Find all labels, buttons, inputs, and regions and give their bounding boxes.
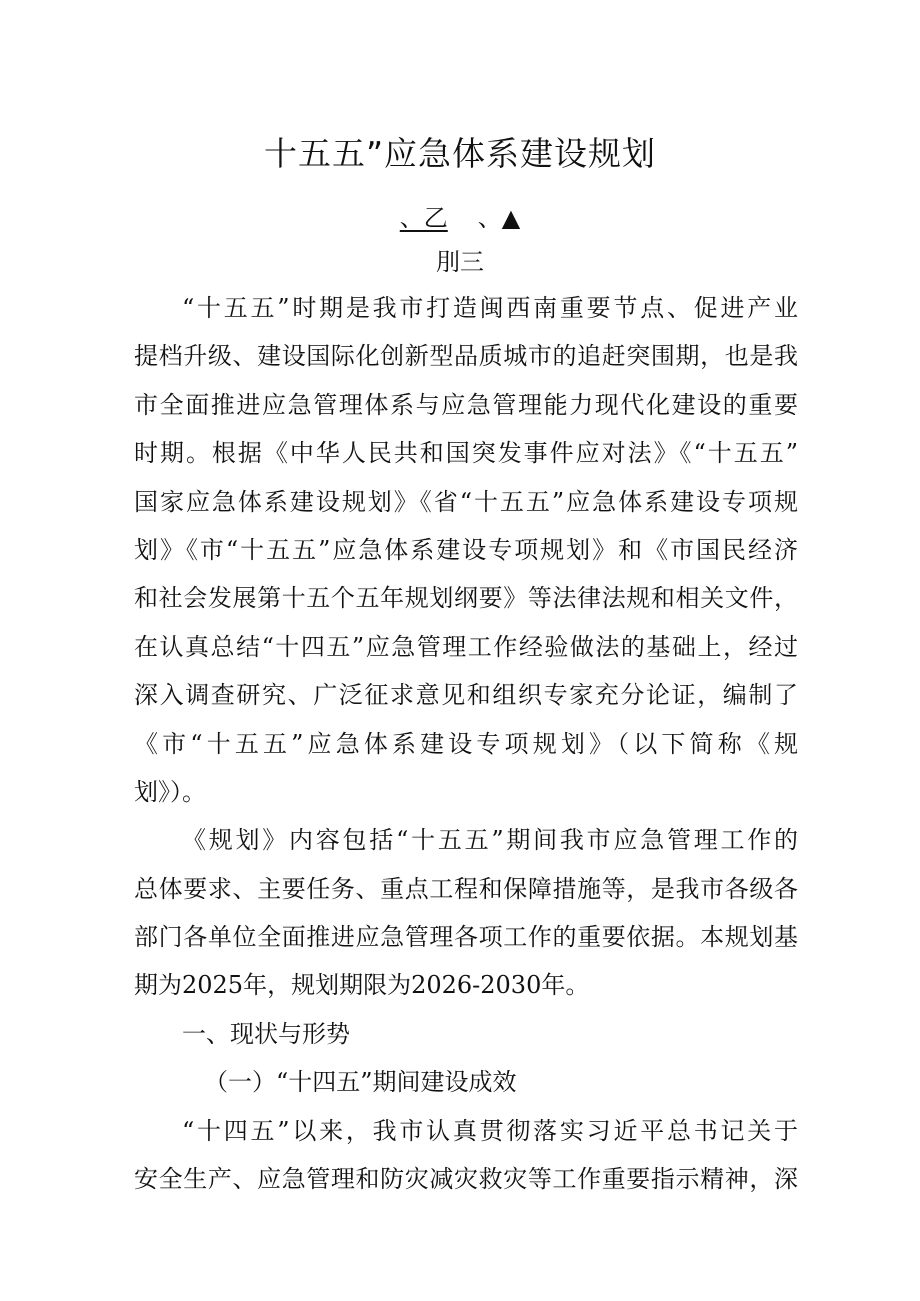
paragraph-1-line-last: 划》）。: [134, 777, 206, 806]
paragraph-1-line: 《市“十五五”应急体系建设专项规划》（以下简称《规: [134, 729, 798, 758]
section-1-heading: 一、现状与形势: [182, 1019, 350, 1048]
paragraph-1-line: 划》《市“十五五”应急体系建设专项规划》和《市国民经济: [134, 535, 798, 564]
paragraph-3-line: 安全生产、应急管理和防灾减灾救灾等工作重要指示精神，深: [134, 1165, 798, 1194]
preface-heading: 刖三: [436, 248, 484, 276]
paragraph-1-line: “十五五”时期是我市打造闽西南重要节点、促进产业: [182, 294, 798, 322]
document-subtitle: [0, 198, 920, 233]
paragraph-1-line: 市全面推进应急管理体系与应急管理能力现代化建设的重要: [134, 390, 798, 419]
paragraph-2-line: 部门各单位全面推进应急管理各项工作的重要依据。本规划基: [134, 923, 798, 952]
subsection-1-heading: （一）“十四五”期间建设成效: [204, 1068, 517, 1097]
subtitle-part-1: 、乙: [399, 204, 448, 232]
document-title: 十五五”应急体系建设规划: [263, 134, 657, 173]
paragraph-3-line: “十四五”以来，我市认真贯彻落实习近平总书记关于: [182, 1116, 798, 1145]
paragraph-1-line: 在认真总结“十四五”应急管理工作经验做法的基础上，经过: [134, 632, 798, 661]
document-body: [134, 284, 798, 1203]
paragraph-2-line-last: 期为2025年，规划期限为2026-2030年。: [134, 971, 590, 1000]
paragraph-2-line: 总体要求、主要任务、重点工程和保障措施等，是我市各级各: [134, 874, 798, 903]
paragraph-2-line: 《规划》内容包括“十五五”期间我市应急管理工作的: [182, 826, 798, 855]
subtitle-part-2: 、▲: [477, 204, 521, 232]
paragraph-1-line: 国家应急体系建设规划》《省“十五五”应急体系建设专项规: [134, 487, 798, 516]
paragraph-1-line: 时期。根据《中华人民共和国突发事件应对法》《“十五五”: [134, 439, 798, 468]
paragraph-1-line: 和社会发展第十五个五年规划纲要》等法律法规和相关文件，: [134, 584, 798, 613]
paragraph-1-line: 提档升级、建设国际化创新型品质城市的追赶突围期，也是我: [134, 342, 798, 371]
paragraph-1-line: 深入调查研究、广泛征求意见和组织专家充分论证，编制了: [134, 681, 798, 710]
